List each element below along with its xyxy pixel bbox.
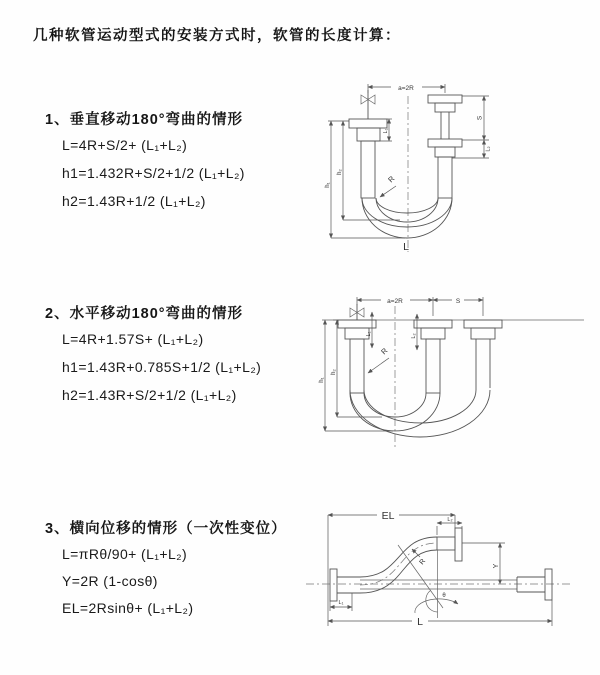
right-pipe-fitting bbox=[464, 320, 502, 390]
dim-label-h1: h₁ bbox=[319, 377, 325, 383]
radius-callout bbox=[380, 174, 397, 197]
dim-l2 bbox=[437, 517, 462, 535]
section-2-heading: 2、水平移动180°弯曲的情形 bbox=[45, 306, 244, 322]
dim-l2 bbox=[484, 140, 492, 158]
dim-label-l2: L₂ bbox=[411, 333, 417, 339]
dim-el bbox=[328, 509, 455, 626]
section-2-formula-h2: h2=1.43R+S/2+1/2 (L₁+L₂) bbox=[62, 387, 237, 403]
section-3-formula-Y: Y=2R (1-cosθ) bbox=[62, 573, 158, 589]
section-1-heading: 1、垂直移动180°弯曲的情形 bbox=[45, 112, 244, 128]
valve-icon bbox=[361, 90, 375, 119]
dim-s bbox=[433, 296, 483, 305]
section-3-formula-EL: EL=2Rsinθ+ (L₁+L₂) bbox=[62, 600, 194, 616]
section-1-formula-L: L=4R+S/2+ (L₁+L₂) bbox=[62, 137, 188, 153]
dim-label-l1: L₁ bbox=[366, 331, 372, 337]
section-2-formula-h1: h1=1.43R+0.785S+1/2 (L₁+L₂) bbox=[62, 359, 262, 375]
dim-label-l1: L₁ bbox=[338, 600, 344, 606]
section-3-formula-L: L=πRθ/90+ (L₁+L₂) bbox=[62, 546, 188, 562]
dim-label-r: R bbox=[386, 174, 397, 185]
middle-pipe-fitting bbox=[414, 320, 452, 393]
dim-label-r: R bbox=[418, 557, 428, 567]
diagram-horizontal-180-bend bbox=[312, 283, 590, 451]
dim-label-L: L bbox=[403, 241, 409, 253]
dim-label-h2: h₂ bbox=[337, 169, 343, 175]
dim-l1 bbox=[330, 593, 352, 611]
dim-label-r: R bbox=[379, 346, 390, 357]
page-title: 几种软管运动型式的安装方式时，软管的长度计算： bbox=[33, 28, 401, 44]
dim-label-s: S bbox=[476, 115, 484, 121]
dim-label-L: L bbox=[417, 616, 423, 628]
angle-construction bbox=[398, 545, 458, 618]
left-pipe-fitting bbox=[338, 320, 376, 393]
dim-label-l1: L₁ bbox=[383, 128, 389, 134]
valve-icon bbox=[350, 304, 364, 320]
dim-h2 bbox=[337, 121, 400, 220]
diagram-lateral-displacement bbox=[298, 498, 590, 636]
dim-label-a2r: a=2R bbox=[387, 298, 403, 305]
dim-a2r bbox=[368, 83, 445, 93]
dim-l2 bbox=[411, 314, 417, 350]
upper-flange bbox=[437, 528, 462, 561]
hose-u-bends bbox=[350, 390, 490, 437]
section-1-formula-h1: h1=1.432R+S/2+1/2 (L₁+L₂) bbox=[62, 165, 245, 181]
lower-right-flange bbox=[545, 569, 552, 600]
left-flange bbox=[330, 569, 360, 601]
diagram-vertical-180-bend bbox=[315, 68, 580, 260]
dim-label-h1: h₁ bbox=[325, 182, 331, 188]
dim-label-y: Y bbox=[493, 563, 500, 569]
hose-u-bend bbox=[362, 198, 452, 238]
dim-l1 bbox=[375, 119, 392, 141]
radius-callout bbox=[368, 346, 390, 373]
right-pipe-fitting bbox=[428, 95, 462, 198]
dim-label-l2: L₂ bbox=[447, 517, 453, 523]
dim-y bbox=[462, 543, 505, 584]
dim-label-h2: h₂ bbox=[331, 369, 337, 375]
dim-label-a2r: a=2R bbox=[398, 85, 414, 92]
section-2-formula-L: L=4R+1.57S+ (L₁+L₂) bbox=[62, 331, 204, 347]
dim-label-theta: θ bbox=[442, 593, 446, 599]
dim-a2r bbox=[357, 296, 483, 316]
dim-label-l2: L₂ bbox=[485, 146, 492, 152]
section-3-heading: 3、横向位移的情形（一次性变位） bbox=[45, 521, 287, 537]
left-pipe-fitting bbox=[349, 119, 387, 198]
dim-label-s: S bbox=[455, 298, 461, 305]
dim-label-el: EL bbox=[381, 510, 395, 522]
section-1-formula-h2: h2=1.43R+1/2 (L₁+L₂) bbox=[62, 193, 206, 209]
dim-s bbox=[452, 96, 489, 158]
